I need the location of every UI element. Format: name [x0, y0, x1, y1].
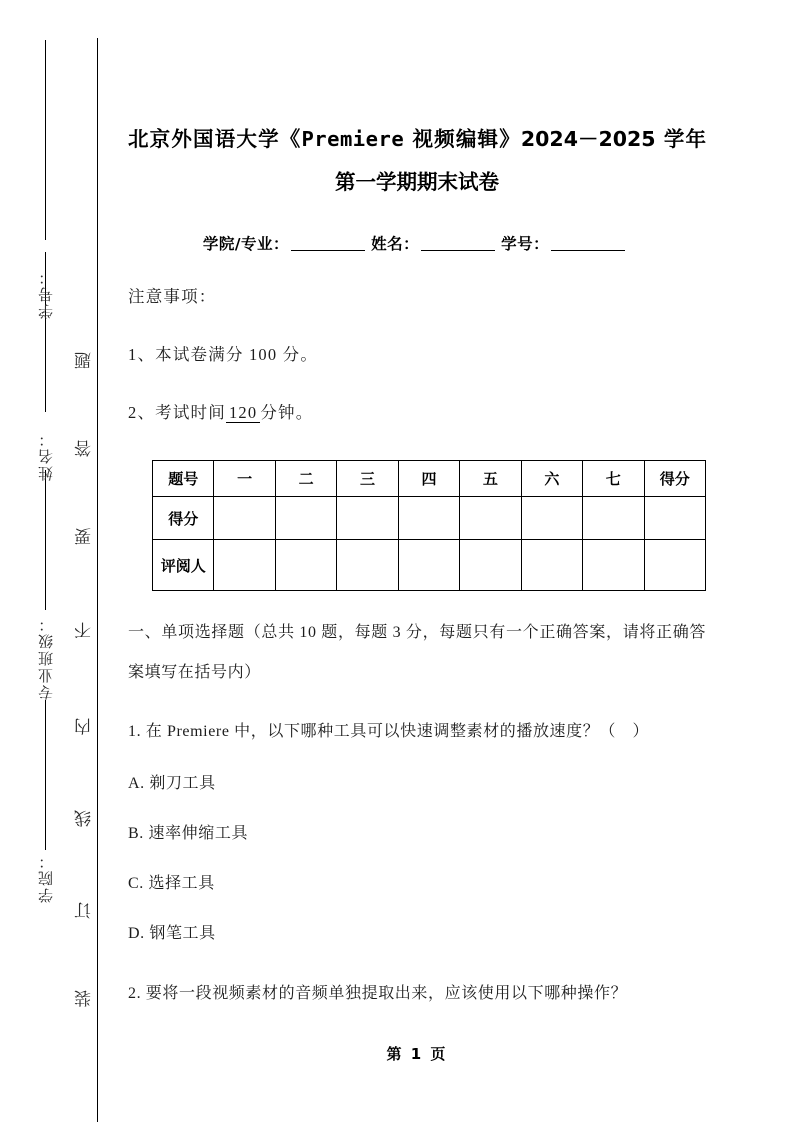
score-cell-7[interactable] [583, 497, 644, 540]
binding-sidebar [0, 0, 110, 1122]
score-cell-3[interactable] [337, 497, 398, 540]
score-table-row-label-grader: 评阅人 [153, 540, 214, 591]
binding-note-char-5: 内 [75, 718, 94, 735]
grader-cell-1[interactable] [214, 540, 275, 591]
binding-note-char-6: 线 [75, 810, 94, 827]
student-info-blank-id[interactable] [551, 250, 625, 251]
score-table-header-cell-8: 得分 [644, 461, 706, 497]
score-cell-6[interactable] [521, 497, 582, 540]
binding-note-char-7: 订 [75, 902, 94, 919]
sidebar-field-label-xingming: 姓名： [39, 430, 55, 481]
question-1-text: 1. 在 Premiere 中，以下哪种工具可以快速调整素材的播放速度？（ ） [128, 723, 650, 740]
grader-cell-2[interactable] [275, 540, 336, 591]
score-table-header-cell-3: 三 [337, 461, 398, 497]
question-1-option-a[interactable]: A. 剃刀工具 [128, 775, 216, 792]
score-cell-2[interactable] [275, 497, 336, 540]
table-row-grader [153, 540, 706, 591]
student-info-blank-department[interactable] [291, 250, 365, 251]
score-cell-total[interactable] [644, 497, 706, 540]
score-table-header-cell-7: 七 [583, 461, 644, 497]
score-table-header-cell-0: 题号 [153, 461, 214, 497]
score-table-header-cell-2: 二 [275, 461, 336, 497]
notice-heading: 注意事项： [128, 287, 217, 306]
question-1-option-b[interactable]: B. 速率伸缩工具 [128, 825, 249, 842]
binding-note-char-1: 题 [75, 352, 94, 369]
score-cell-1[interactable] [214, 497, 275, 540]
notice-item-2 [128, 384, 706, 442]
score-table [152, 460, 706, 591]
score-table-header-cell-5: 五 [460, 461, 521, 497]
page-footer [128, 1043, 706, 1064]
student-info-line [128, 204, 706, 254]
binding-vertical-line [97, 38, 98, 1122]
page-title [128, 0, 706, 204]
sidebar-field-label-zhuanye-banji: 专业班级： [39, 615, 55, 700]
student-info-blank-name[interactable] [421, 250, 495, 251]
student-info-label-id: 学号： [501, 235, 550, 253]
binding-note-char-2: 答 [75, 440, 94, 457]
score-table-row-label-score: 得分 [153, 497, 214, 540]
exam-page-body [128, 0, 706, 1122]
question-1-option-d[interactable]: D. 钢笔工具 [128, 925, 216, 942]
question-1-option-c[interactable]: C. 选择工具 [128, 875, 215, 892]
sidebar-field-label-xuehao: 学号： [39, 268, 55, 319]
sidebar-field-rule-xuehao [45, 40, 46, 240]
table-row-score [153, 497, 706, 540]
grader-cell-7[interactable] [583, 540, 644, 591]
page-title-product: Premiere [301, 127, 405, 151]
score-table-header-cell-6: 六 [521, 461, 582, 497]
question-2-text: 2. 要将一段视频素材的音频单独提取出来，应该使用以下哪种操作？ [128, 985, 628, 1002]
grader-cell-3[interactable] [337, 540, 398, 591]
grader-cell-4[interactable] [398, 540, 459, 591]
page-number-label: 第 1 页 [386, 1045, 448, 1063]
student-info-label-department: 学院/专业： [202, 235, 290, 253]
notice-item-2-suffix: 分钟。 [260, 403, 314, 422]
score-table-header-cell-4: 四 [398, 461, 459, 497]
page-title-part2: 视频编辑》2024－2025 学年第一学期期末试卷 [335, 127, 707, 194]
grader-cell-6[interactable] [521, 540, 582, 591]
grader-cell-5[interactable] [460, 540, 521, 591]
binding-note-char-3: 要 [75, 528, 94, 545]
notice-item-2-prefix: 2、考试时间 [128, 403, 226, 422]
notice-item-1: 1、本试卷满分 100 分。 [128, 345, 319, 364]
score-table-header-cell-1: 一 [214, 461, 275, 497]
section-heading-1: 一、单项选择题（总共 10 题，每题 3 分，每题只有一个正确答案，请将正确答案填写在括号内） [128, 624, 706, 681]
binding-note-char-4: 不 [75, 622, 94, 639]
grader-cell-total[interactable] [644, 540, 706, 591]
sidebar-field-rule-xueyuan [45, 700, 46, 850]
score-cell-5[interactable] [460, 497, 521, 540]
page-title-part1: 北京外国语大学《 [128, 127, 302, 151]
exam-duration-value: 120 [226, 403, 260, 423]
sidebar-field-label-xueyuan: 学院： [39, 852, 55, 903]
score-cell-4[interactable] [398, 497, 459, 540]
binding-note-char-8: 装 [75, 990, 94, 1007]
sidebar-field-rule-zhuanye [45, 470, 46, 610]
student-info-label-name: 姓名： [371, 235, 420, 253]
table-row-header [153, 461, 706, 497]
